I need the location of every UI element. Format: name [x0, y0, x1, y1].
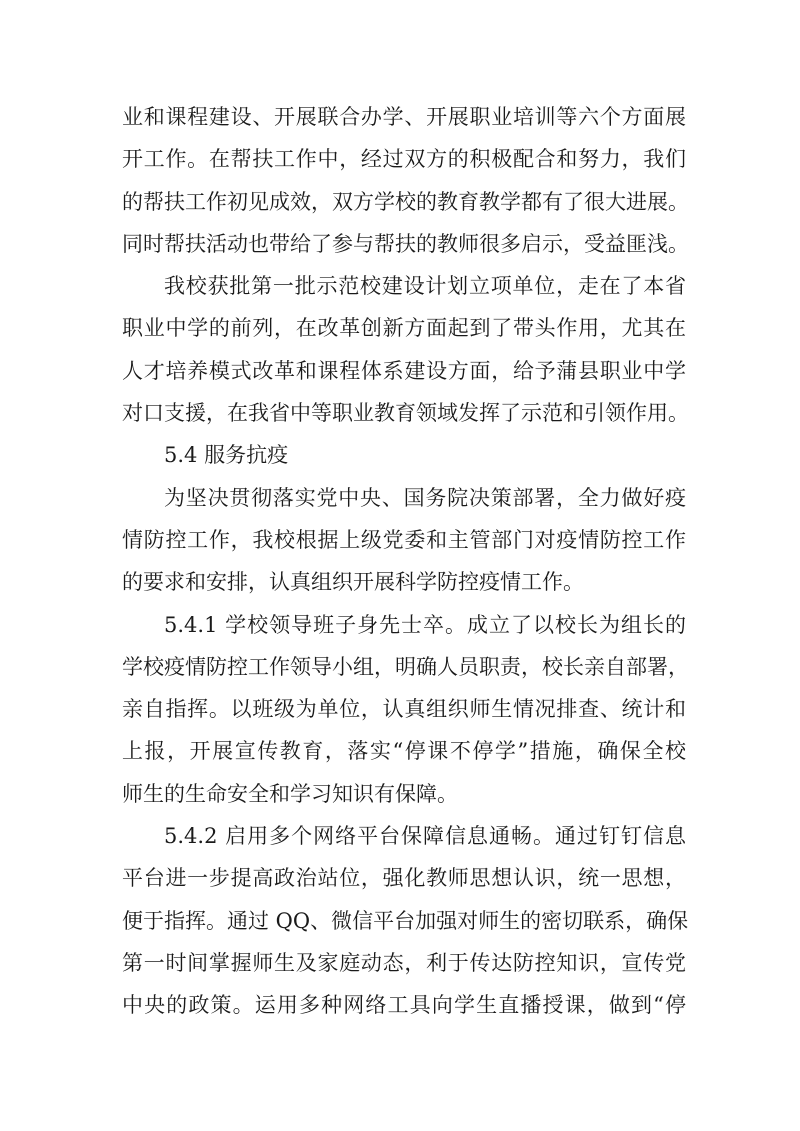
text-line: 便于指挥。通过 QQ、微信平台加强对师生的密切联系，确保 — [122, 908, 689, 933]
body-text — [122, 96, 689, 1027]
text-line: 的帮扶工作初见成效，双方学校的教育教学都有了很大进展。 — [122, 189, 689, 214]
text-line: 学校疫情防控工作领导小组，明确人员职责，校长亲自部署， — [122, 654, 689, 679]
paragraph-5-4-1 — [122, 604, 689, 815]
text-line: 业和课程建设、开展联合办学、开展职业培训等六个方面展 — [122, 105, 686, 129]
paragraph-epidemic-intro — [122, 477, 686, 604]
paragraph-5-4-2 — [122, 815, 689, 1026]
paragraph-partnership-outcomes — [122, 96, 689, 265]
text-line: 的要求和安排，认真组织开展科学防控疫情工作。 — [122, 570, 584, 595]
text-line: 情防控工作，我校根据上级党委和主管部门对疫情防控工作 — [122, 527, 686, 552]
text-line: 亲自指挥。以班级为单位，认真组织师生情况排查、统计和 — [122, 697, 686, 722]
text-line: 平台进一步提高政治站位，强化教师思想认识，统一思想， — [122, 866, 686, 891]
text-line: 为坚决贯彻落实党中央、国务院决策部署，全力做好疫 — [164, 485, 686, 510]
section-heading-5-4 — [122, 434, 686, 476]
text-line: 第一时间掌握师生及家庭动态，利于传达防控知识，宣传党 — [122, 950, 686, 975]
text-line: 对口支援，在我省中等职业教育领域发挥了示范和引领作用。 — [122, 401, 689, 426]
text-line: 同时帮扶活动也带给了参与帮扶的教师很多启示，受益匪浅。 — [122, 231, 689, 256]
text-line: 我校获批第一批示范校建设计划立项单位，走在了本省 — [164, 274, 686, 299]
paragraph-demonstration-school — [122, 265, 689, 434]
text-line: 上报，开展宣传教育，落实“停课不停学”措施，确保全校 — [122, 739, 686, 764]
text-line: 5.4.1 学校领导班子身先士卒。成立了以校长为组长的 — [164, 612, 686, 637]
text-line: 开工作。在帮扶工作中，经过双方的积极配合和努力，我们 — [122, 147, 686, 172]
text-line: 师生的生命安全和学习知识有保障。 — [122, 781, 458, 806]
text-line: 中央的政策。运用多种网络工具向学生直播授课，做到“停 — [122, 993, 686, 1018]
heading-text: 5.4 服务抗疫 — [164, 443, 289, 468]
text-line: 5.4.2 启用多个网络平台保障信息通畅。通过钉钉信息 — [164, 824, 686, 849]
text-line: 职业中学的前列，在改革创新方面起到了带头作用，尤其在 — [122, 316, 686, 341]
text-line: 人才培养模式改革和课程体系建设方面，给予蒲县职业中学 — [122, 358, 686, 383]
